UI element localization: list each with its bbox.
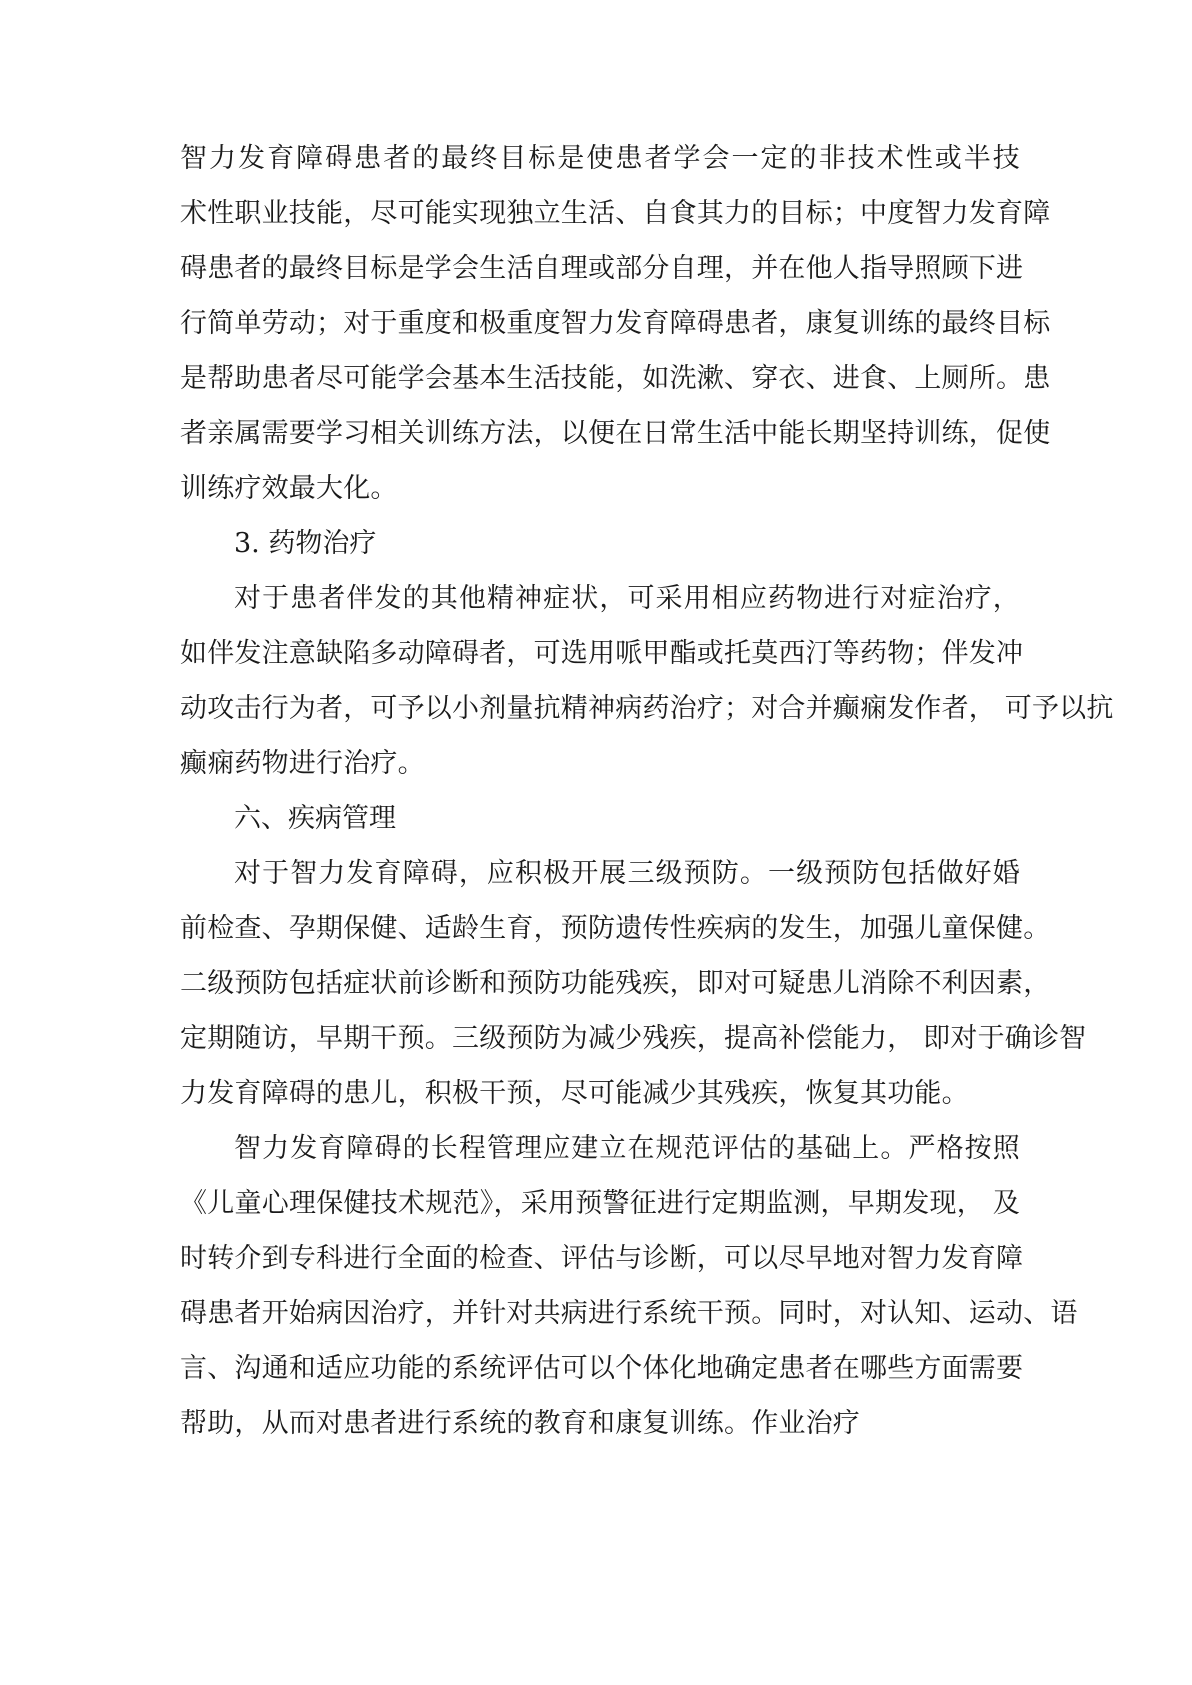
section-heading-drug-therapy: 3. 药物治疗: [234, 528, 377, 559]
text-line: 行简单劳动；对于重度和极重度智力发育障碍患者，康复训练的最终目标: [180, 308, 1051, 339]
text-line: 智力发育障碍的长程管理应建立在规范评估的基础上。严格按照: [234, 1133, 1020, 1164]
text-line: 对于患者伴发的其他精神症状，可采用相应药物进行对症治疗，: [234, 583, 1020, 614]
paragraph-drug-therapy: [180, 571, 1114, 791]
paragraph-prevention: [180, 846, 1087, 1121]
text-line: 是帮助患者尽可能学会基本生活技能，如洗漱、穿衣、进食、上厕所。患: [180, 363, 1051, 394]
text-line: 智力发育障碍患者的最终目标是使患者学会一定的非技术性或半技: [180, 143, 1020, 174]
text-line: 帮助，从而对患者进行系统的教育和康复训练。作业治疗: [180, 1408, 860, 1439]
text-line: 言、沟通和适应功能的系统评估可以个体化地确定患者在哪些方面需要: [180, 1353, 1024, 1384]
text-line: 术性职业技能，尽可能实现独立生活、自食其力的目标；中度智力发育障: [180, 198, 1051, 229]
paragraph-long-term-management: [180, 1121, 1078, 1451]
text-line: 对于智力发育障碍，应积极开展三级预防。一级预防包括做好婚: [234, 858, 1020, 889]
text-line: 动攻击行为者，可予以小剂量抗精神病药治疗；对合并癫痫发作者， 可予以抗: [180, 693, 1114, 724]
section-heading-disease-management: 六、疾病管理: [234, 803, 396, 834]
text-line: 时转介到专科进行全面的检查、评估与诊断，可以尽早地对智力发育障: [180, 1243, 1024, 1274]
text-line: 《儿童心理保健技术规范》，采用预警征进行定期监测，早期发现， 及: [180, 1188, 1020, 1219]
document-body: [180, 131, 1114, 1451]
text-line: 碍患者开始病因治疗，并针对共病进行系统干预。同时，对认知、运动、语: [180, 1298, 1078, 1329]
paragraph-rehab-goals: [180, 131, 1051, 516]
text-line: 癫痫药物进行治疗。: [180, 748, 425, 779]
text-line: 二级预防包括症状前诊断和预防功能残疾，即对可疑患儿消除不利因素，: [180, 968, 1051, 999]
text-line: 力发育障碍的患儿，积极干预，尽可能减少其残疾，恢复其功能。: [180, 1078, 969, 1109]
text-line: 者亲属需要学习相关训练方法，以便在日常生活中能长期坚持训练，促使: [180, 418, 1051, 449]
text-line: 定期随访，早期干预。三级预防为减少残疾，提高补偿能力， 即对于确诊智: [180, 1023, 1087, 1054]
text-line: 训练疗效最大化。: [180, 473, 398, 504]
text-line: 碍患者的最终目标是学会生活自理或部分自理，并在他人指导照顾下进: [180, 253, 1024, 284]
text-line: 如伴发注意缺陷多动障碍者，可选用哌甲酯或托莫西汀等药物；伴发冲: [180, 638, 1024, 669]
text-line: 前检查、孕期保健、适龄生育，预防遗传性疾病的发生，加强儿童保健。: [180, 913, 1051, 944]
